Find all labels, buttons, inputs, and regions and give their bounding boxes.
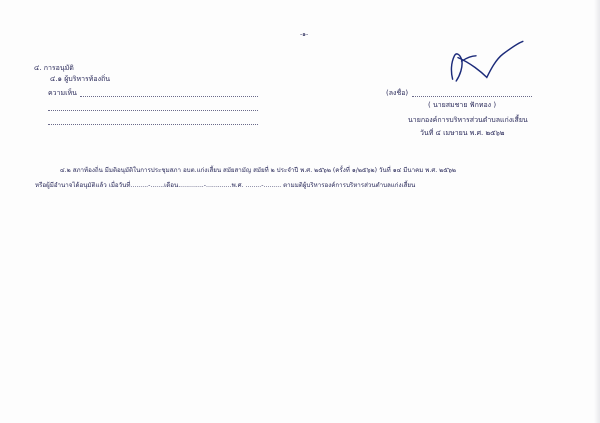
council-approval-line: ๔.๒ สภาท้องถิ่น มีมติอนุมัติในการประชุมสภา อบต.แก่งเสี้ยน สมัยสามัญ สมัยที่ ๒ ประจำปี พ.ศ. ๒๕๖๒ (ครั้งที่ ๑/๒๕๖๒) วันที่ ๑๔ มีนาคม พ.ศ. ๒๕๖๒ [60, 167, 456, 174]
authority-approval-line: หรือผู้มีอำนาจได้อนุมัติแล้ว เมื่อวันที่.........-.......เดือน.............-.............พ.ศ. ........-......... ตามมติผู้บริหารองค์การบริหารส่วนตำบลแก่งเสี้ยน [35, 182, 416, 189]
scan-edge [594, 0, 600, 423]
opinion-label: ความเห็น [48, 89, 77, 97]
opinion-line-2 [48, 110, 258, 111]
section-heading: ๔. การอนุมัติ [34, 64, 74, 72]
opinion-line-1 [80, 96, 258, 97]
subsection-heading: ๔.๑ ผู้บริหารท้องถิ่น [50, 75, 111, 83]
opinion-line-3 [48, 124, 258, 125]
signer-name: ( นายสมชาย ฟักทอง ) [428, 101, 497, 109]
signature-line [412, 96, 532, 97]
signer-position: นายกองค์การบริหารส่วนตำบลแก่งเสี้ยน [408, 116, 528, 124]
sign-label: (ลงชื่อ) [386, 89, 409, 97]
page-number: -๑- [300, 31, 309, 38]
handwritten-signature [440, 36, 530, 90]
signature-date: วันที่ ๔ เมษายน พ.ศ. ๒๕๖๒ [420, 129, 505, 137]
